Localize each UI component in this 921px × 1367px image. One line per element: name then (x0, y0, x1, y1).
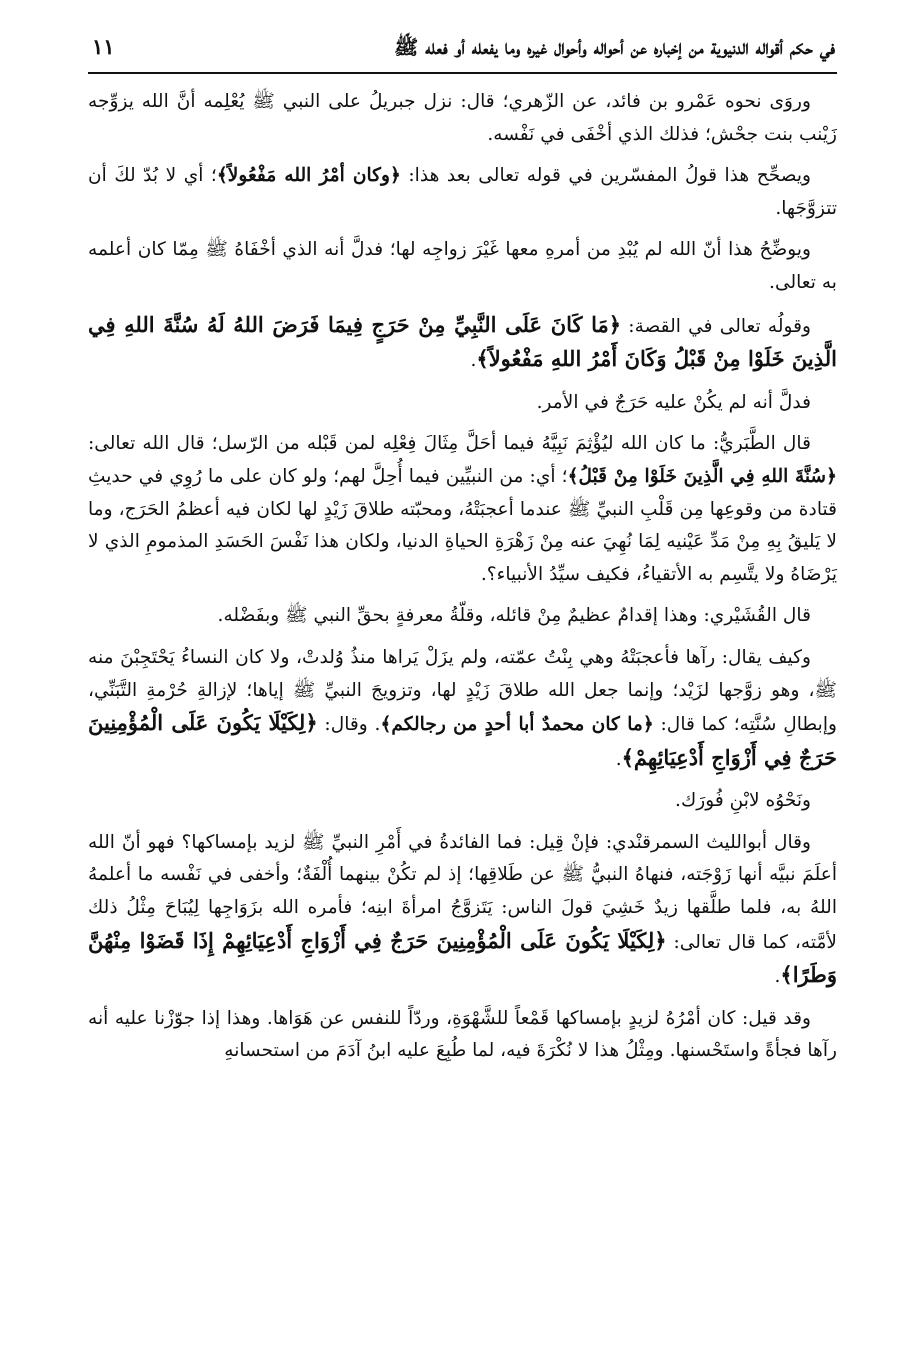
paragraph (88, 234, 837, 299)
text-segment: . (615, 748, 622, 770)
quran-verse: ﴿ما كان محمدٌ أبا أحدٍ من رجالكم﴾ (380, 714, 654, 736)
text-segment: . (470, 350, 477, 372)
paragraph (88, 1003, 837, 1068)
quran-verse: ﴿وكان أمْرُ الله مَفْعُولاً﴾ (216, 165, 401, 187)
quran-verse: ﴿مَا كَانَ عَلَى النَّبِيِّ مِنْ حَرَجٍ فِيمَا فَرَضَ اللهُ لَهُ سُنَّةَ اللهِ فِي الَّذِينَ خَلَوْا مِنْ قَبْلُ وَكَانَ أَمْرُ اللهِ مَفْعُولاً﴾ (88, 311, 837, 372)
text-segment: وكيف يقال: رآها فأعجبَتْهُ وهي بِنْتُ عمّته، ولم يزَلْ يَراها منذُ وُلدتْ، ولا كان النساءُ يَحْتَجِبْنَ منه ﷺ، وهو زوَّجها لزَيْد؛ وإنما جعل الله طلاقَ زَيْدٍ لها، وتزويجَ النبيِّ ﷺ إياها؛ لإزالةِ حُرْمةِ التَّبَنِّي، وإبطالِ سُنَّتِه؛ كما قال: (88, 646, 837, 736)
text-segment: وقال أبوالليث السمرقنْدي: فإنْ قِيل: فما الفائدةُ في أَمْرِ النبيِّ ﷺ لزيد بإمساكها؟ فهو أنّ الله أعلَمَ نبيَّه أنها زَوْجَته، فنهاهُ النبيُّ ﷺ عن طَلاقِها؛ إذ لم تكُنْ بينهما أُلْفَةٌ؛ وأخفى في نَفْسه ما أعلمهُ اللهُ به، فلما طلَّقها زيدٌ خَشِيَ قولَ الناس: يَتَزوَّجُ امرأةَ ابنِه؛ فأمره الله بزَوَاجِها لِيُبَاحَ مِثْلُ ذلك لأمَّته، كما قال تعالى: (88, 831, 838, 953)
paragraph (88, 642, 837, 776)
text-segment: . (774, 966, 781, 988)
text-segment: وقولُه تعالى في القصة: (621, 315, 812, 337)
text-segment: ؛ أي: من النبيِّين فيما أُحِلَّ لهم؛ ولو كان على ما رُوِي في حديثِ قتادة من وقوعِها مِن قَلْبِ النبيِّ ﷺ عندما أعجبَتْهُ، ومحبّته طلاقَ زَيْدٍ لها لكان فيه أعظمُ الحَرَج، وما لا يَليقُ بِهِ مِنْ مَدِّ عَيْنيه لِمَا نُهِيَ عنه مِنْ زَهْرَةِ الحياةِ الدنيا، ولكان هذا نَفْسَ الحَسَدِ المذمومِ الذي لا يَرْضَاهُ ولا يتَّسِم به الأتقياءُ، فكيف سيِّدُ الأنبياء؟. (88, 465, 837, 585)
quran-verse: ﴿لِكَيْلَا يَكُونَ عَلَى الْمُؤْمِنِينَ حَرَجٌ فِي أَزْوَاجِ أَدْعِيَائِهِمْ إِذَا قَضَوْا مِنْهُنَّ وَطَرًا﴾ (88, 927, 837, 988)
paragraph (88, 428, 837, 591)
paragraph (88, 86, 837, 151)
text-segment: قال القُشَيْري: وهذا إقدامٌ عظيمٌ مِنْ قائله، وقلّةُ معرفةٍ بحقِّ النبي ﷺ وبفَضْله. (217, 605, 811, 627)
running-head (88, 34, 837, 74)
paragraph (88, 160, 837, 225)
paragraph (88, 827, 837, 994)
quran-verse: ﴿سُنَّةَ اللهِ فِي الَّذِينَ خَلَوْا مِنْ قَبْلُ﴾ (567, 465, 838, 487)
text-segment: قال الطَّبَريُّ: ما كان الله ليُؤْثِمَ نَبِيَّهُ فيما أحَلَّ مِثَالَ فِعْلِه لمن قَبْله من الرّسل؛ قال الله تعالى: (88, 433, 811, 455)
paragraph (88, 309, 837, 378)
paragraph (88, 785, 837, 818)
running-head-title: في حكم أقواله الدنيوية من إخباره عن أحواله وأحوال غيره وما يفعله أو فعله ﷺ (394, 35, 835, 59)
text-segment: ويصحِّح هذا قولُ المفسّرين في قوله تعالى بعد هذا: (400, 165, 811, 187)
paragraph (88, 600, 837, 633)
text-segment: ؛ أي لا بُدّ لكَ أن تتزوَّجَها. (88, 165, 837, 219)
text-segment: ونَحْوُه لابْنِ فُورَك. (675, 790, 811, 812)
text-segment: فدلَّ أنه لم يكُنْ عليه حَرَجٌ في الأمر. (536, 391, 811, 413)
page-number: ١١ (92, 34, 115, 59)
paragraph (88, 387, 837, 420)
text-segment: وروَى نحوه عَمْرو بن فائد، عن الزّهري؛ قال: نزل جبريلُ على النبي ﷺ يُعْلِمه أنَّ الله يزوِّجه زَيْنب بنت جحْش؛ فذلك الذي أخْفَى في نَفْسه. (88, 91, 837, 145)
text-body (88, 86, 837, 1068)
text-segment: وقد قيل: كان أمْرُهُ لزيدٍ بإمساكها قَمْعاً للشَّهْوَةِ، وردّاً للنفس عن هَوَاها. وهذا إذا جوّزْنا عليه أنه رآها فجأةً واستَحْسنها. ومِثْلُ هذا لا نُكْرَةَ فيه، لما طُبِعَ عليه ابنُ آدَمَ من استحسانهِ (88, 1007, 837, 1062)
text-segment: . وقال: (317, 714, 381, 736)
quran-verse: ﴿لِكَيْلَا يَكُونَ عَلَى الْمُؤْمِنِينَ حَرَجٌ فِي أَزْوَاجِ أَدْعِيَائِهِمْ﴾ (88, 710, 837, 770)
text-segment: ويوضِّحُ هذا أنّ الله لم يُبْدِ من أمرهِ معها غَيْرَ زواجِه لها؛ فدلَّ أنه الذي أخْفَاهُ ﷺ مِمّا كان أعلمه به تعالى. (88, 239, 837, 293)
